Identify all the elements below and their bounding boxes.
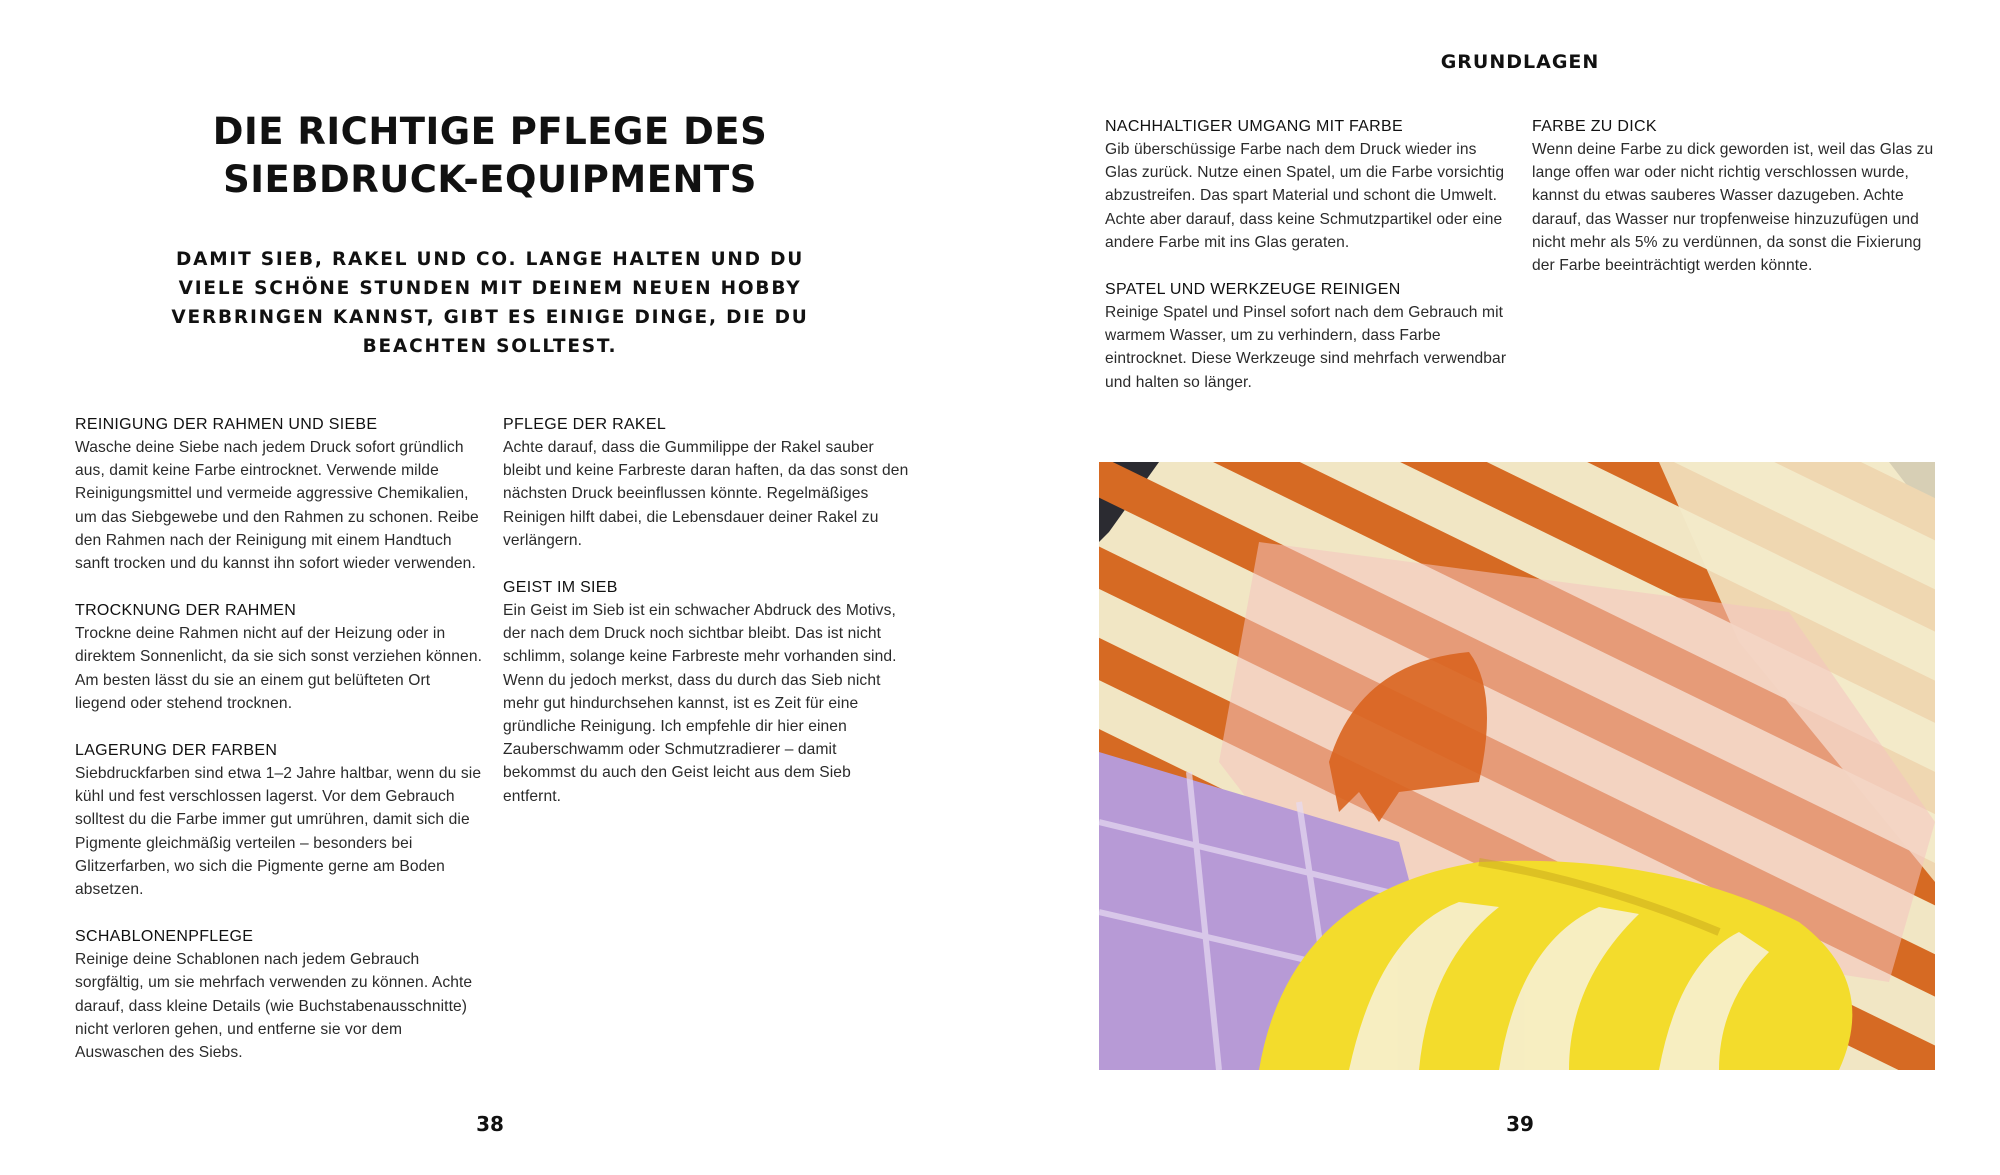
section-farbe-zu-dick bbox=[1532, 115, 1940, 277]
section-geist bbox=[503, 576, 911, 808]
section-text: Achte darauf, dass die Gummilippe der Rakel sauber bleibt und keine Farbreste daran haften, da das sonst den nächsten Druck beeinflussen könnte. Regelmäßiges Reinigen hilft dabei, die Lebensdauer deiner Rakel zu verlängern. bbox=[503, 439, 909, 549]
intro-subtitle: DAMIT SIEB, RAKEL UND CO. LANGE HALTEN UND DU VIELE SCHÖNE STUNDEN MIT DEINEM NEUEN HOBBY VERBRINGEN KANNST, GIBT ES EINIGE DINGE, DIE DU BEACHTEN SOLLTEST. bbox=[171, 249, 809, 357]
section-trocknung bbox=[75, 599, 483, 715]
section-text: Reinige deine Schablonen nach jedem Gebrauch sorgfältig, um sie mehrfach verwenden zu können. Achte darauf, dass kleine Details (wie Buchstabenausschnitte) nicht verloren gehen, und entferne sie vor dem Auswaschen des Siebs. bbox=[75, 951, 473, 1062]
page-number-right: 39 bbox=[1506, 1112, 1534, 1136]
section-text: Gib überschüssige Farbe nach dem Druck wieder ins Glas zurück. Nutze einen Spatel, um die Farbe vorsichtig abzustreifen. Das spart Material und schont die Umwelt. Achte aber darauf, dass keine Schmutzpartikel oder eine andere Farbe mit ins Glas geraten. bbox=[1105, 141, 1505, 251]
section-schablonen bbox=[75, 925, 483, 1064]
section-lagerung bbox=[75, 739, 483, 901]
page-number-left: 38 bbox=[476, 1112, 504, 1136]
section-heading: NACHHALTIGER UMGANG MIT FARBE bbox=[1105, 118, 1403, 135]
section-heading: REINIGUNG DER RAHMEN UND SIEBE bbox=[75, 416, 378, 433]
left-column-1 bbox=[75, 413, 483, 1088]
section-heading: LAGERUNG DER FARBEN bbox=[75, 742, 278, 760]
section-text: Wenn deine Farbe zu dick geworden ist, weil das Glas zu lange offen war oder nicht richtig verschlossen wurde, kannst du etwas sauberes Wasser dazugeben. Achte darauf, das Wasser nur tropfenweise hinzuzufügen und nicht mehr als 5% zu verdünnen, da sonst die Fixierung der Farbe beeinträchtigt werden könnte. bbox=[1532, 141, 1934, 275]
page-title: DIE RICHTIGE PFLEGE DES SIEBDRUCK-EQUIPMENTS bbox=[212, 110, 768, 201]
section-heading: SPATEL UND WERKZEUGE REINIGEN bbox=[1105, 281, 1401, 299]
section-text: Trockne deine Rahmen nicht auf der Heizung oder in direktem Sonnenlicht, da sie sich sonst verziehen können. Am besten lässt du sie an einem gut belüfteten Ort liegend oder stehend trocknen. bbox=[75, 625, 483, 712]
section-heading: TROCKNUNG DER RAHMEN bbox=[75, 602, 297, 620]
towel-illustration bbox=[1099, 462, 1935, 1070]
section-heading: GEIST IM SIEB bbox=[503, 579, 618, 597]
section-reinigung bbox=[75, 413, 483, 575]
left-column-2 bbox=[503, 413, 911, 832]
right-column-2 bbox=[1532, 115, 1940, 301]
section-text: Wasche deine Siebe nach jedem Druck sofort gründlich aus, damit keine Farbe eintrocknet. Verwende milde Reinigungsmittel und vermeide aggressive Chemikalien, um das Siebgewebe und den Rahmen zu schonen. Reibe den Rahmen nach der Reinigung mit einem Handtuch sanft trocken und du kannst ihn sofort wieder verwenden. bbox=[75, 439, 479, 573]
section-nachhaltig bbox=[1105, 115, 1513, 254]
section-heading: PFLEGE DER RAKEL bbox=[503, 416, 667, 433]
section-text: Ein Geist im Sieb ist ein schwacher Abdruck des Motivs, der nach dem Druck noch sichtbar bleibt. Das ist nicht schlimm, solange keine Farbreste mehr vorhanden sind. Wenn du jedoch merkst, dass du durch das Sieb nicht mehr gut hindurchsehen kannst, ist es Zeit für eine gründliche Reinigung. Ich empfehle dir hier einen Zauberschwamm oder Schmutzradierer – damit bekommst du auch den Geist leicht aus dem Sieb entfernt. bbox=[503, 602, 897, 805]
section-heading: SCHABLONENPFLEGE bbox=[75, 928, 254, 946]
right-page bbox=[1000, 0, 2000, 1175]
section-text: Siebdruckfarben sind etwa 1–2 Jahre haltbar, wenn du sie kühl und fest verschlossen lagerst. Vor dem Gebrauch solltest du die Farbe immer gut umrühren, damit sich die Pigmente gleichmäßig verteilen – besonders bei Glitzerfarben, wo sich die Pigmente gerne am Boden absetzen. bbox=[75, 765, 482, 899]
right-column-1 bbox=[1105, 115, 1513, 418]
section-heading: FARBE ZU DICK bbox=[1532, 118, 1657, 135]
running-head: GRUNDLAGEN bbox=[1440, 51, 1600, 73]
section-spatel bbox=[1105, 278, 1513, 394]
section-text: Reinige Spatel und Pinsel sofort nach dem Gebrauch mit warmem Wasser, um zu verhindern, dass Farbe eintrocknet. Diese Werkzeuge sind mehrfach verwendbar und halten so länger. bbox=[1105, 304, 1507, 391]
towel-photo bbox=[1099, 462, 1935, 1070]
section-rakel bbox=[503, 413, 911, 552]
